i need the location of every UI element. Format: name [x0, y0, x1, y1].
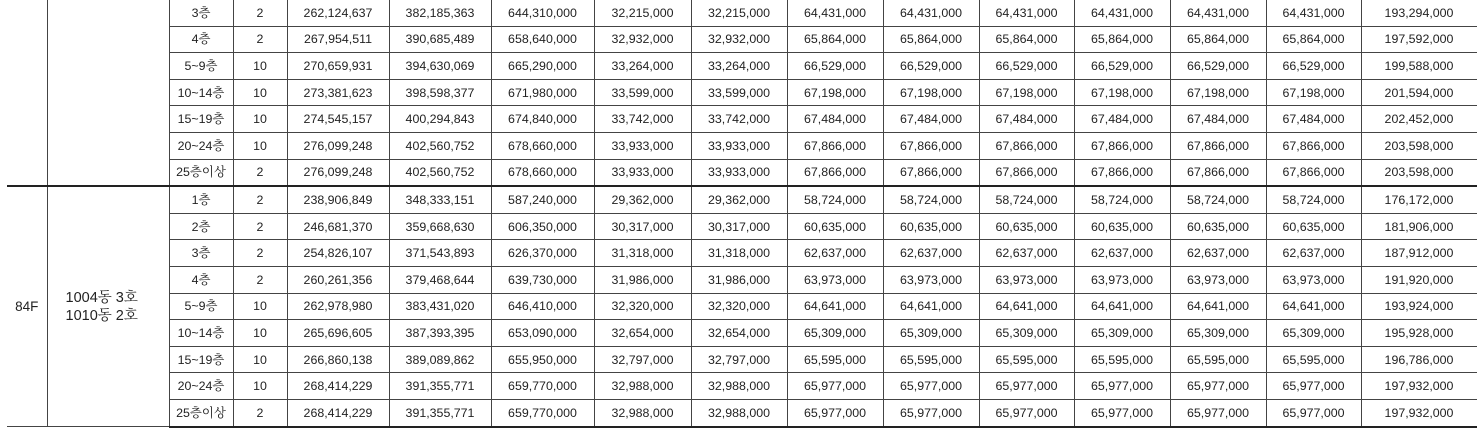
balance-cell: 195,928,000 — [1361, 320, 1477, 347]
total-price-cell: 644,310,000 — [491, 0, 594, 26]
installment-2-cell: 64,641,000 — [883, 293, 979, 320]
installment-1-cell: 60,635,000 — [787, 213, 883, 240]
building-price-cell: 398,598,377 — [389, 79, 491, 106]
total-price-cell: 674,840,000 — [491, 106, 594, 133]
deposit-2-cell: 32,988,000 — [691, 399, 787, 426]
building-price-cell: 348,333,151 — [389, 186, 491, 213]
installment-3-cell: 65,864,000 — [979, 26, 1074, 53]
land-price-cell: 270,659,931 — [287, 53, 389, 80]
installment-4-cell: 58,724,000 — [1074, 186, 1170, 213]
installment-5-cell: 58,724,000 — [1170, 186, 1266, 213]
installment-3-cell: 63,973,000 — [979, 266, 1074, 293]
unit-count-cell: 10 — [233, 373, 287, 400]
installment-4-cell: 63,973,000 — [1074, 266, 1170, 293]
balance-cell: 203,598,000 — [1361, 159, 1477, 186]
deposit-1-cell: 31,318,000 — [594, 240, 691, 267]
unit-label: 1004동 3호 — [65, 289, 138, 306]
installment-1-cell: 64,641,000 — [787, 293, 883, 320]
installment-2-cell: 66,529,000 — [883, 53, 979, 80]
building-price-cell: 383,431,020 — [389, 293, 491, 320]
land-price-cell: 267,954,511 — [287, 26, 389, 53]
installment-2-cell: 64,431,000 — [883, 0, 979, 26]
deposit-2-cell: 30,317,000 — [691, 213, 787, 240]
unit-label: 1010동 2호 — [65, 307, 138, 324]
table-row — [7, 240, 1477, 267]
floor-cell: 5~9층 — [169, 53, 233, 80]
installment-1-cell: 65,595,000 — [787, 346, 883, 373]
land-price-cell: 238,906,849 — [287, 186, 389, 213]
table-row — [7, 373, 1477, 400]
unit-count-cell: 2 — [233, 266, 287, 293]
installment-4-cell: 67,866,000 — [1074, 159, 1170, 186]
installment-5-cell: 62,637,000 — [1170, 240, 1266, 267]
installment-4-cell: 64,641,000 — [1074, 293, 1170, 320]
installment-1-cell: 67,484,000 — [787, 106, 883, 133]
floor-cell: 25층이상 — [169, 399, 233, 426]
unit-count-cell: 10 — [233, 320, 287, 347]
installment-6-cell: 67,484,000 — [1266, 106, 1361, 133]
deposit-2-cell: 33,599,000 — [691, 79, 787, 106]
total-price-cell: 671,980,000 — [491, 79, 594, 106]
installment-2-cell: 67,866,000 — [883, 132, 979, 159]
installment-3-cell: 60,635,000 — [979, 213, 1074, 240]
installment-6-cell: 65,977,000 — [1266, 373, 1361, 400]
installment-3-cell: 66,529,000 — [979, 53, 1074, 80]
table-row — [7, 399, 1477, 426]
unit-count-cell: 2 — [233, 399, 287, 426]
installment-2-cell: 65,864,000 — [883, 26, 979, 53]
deposit-1-cell: 32,654,000 — [594, 320, 691, 347]
land-price-cell: 265,696,605 — [287, 320, 389, 347]
deposit-2-cell: 29,362,000 — [691, 186, 787, 213]
installment-5-cell: 67,484,000 — [1170, 106, 1266, 133]
installment-4-cell: 66,529,000 — [1074, 53, 1170, 80]
unit-list-cell — [47, 186, 169, 426]
deposit-1-cell: 33,933,000 — [594, 159, 691, 186]
installment-4-cell: 65,977,000 — [1074, 373, 1170, 400]
floor-cell: 10~14층 — [169, 79, 233, 106]
floor-cell: 4층 — [169, 26, 233, 53]
floor-cell: 5~9층 — [169, 293, 233, 320]
installment-3-cell: 64,641,000 — [979, 293, 1074, 320]
installment-5-cell: 60,635,000 — [1170, 213, 1266, 240]
installment-6-cell: 63,973,000 — [1266, 266, 1361, 293]
unit-count-cell: 2 — [233, 26, 287, 53]
building-price-cell: 387,393,395 — [389, 320, 491, 347]
total-price-cell: 659,770,000 — [491, 399, 594, 426]
installment-5-cell: 63,973,000 — [1170, 266, 1266, 293]
floor-cell: 10~14층 — [169, 320, 233, 347]
total-price-cell: 626,370,000 — [491, 240, 594, 267]
building-price-cell: 359,668,630 — [389, 213, 491, 240]
installment-5-cell: 65,977,000 — [1170, 373, 1266, 400]
installment-1-cell: 67,198,000 — [787, 79, 883, 106]
unit-count-cell: 10 — [233, 53, 287, 80]
installment-3-cell: 64,431,000 — [979, 0, 1074, 26]
deposit-2-cell: 33,933,000 — [691, 132, 787, 159]
installment-3-cell: 65,977,000 — [979, 399, 1074, 426]
installment-2-cell: 65,309,000 — [883, 320, 979, 347]
balance-cell: 197,592,000 — [1361, 26, 1477, 53]
land-price-cell: 276,099,248 — [287, 132, 389, 159]
total-price-cell: 658,640,000 — [491, 26, 594, 53]
installment-6-cell: 65,977,000 — [1266, 399, 1361, 426]
building-price-cell: 390,685,489 — [389, 26, 491, 53]
balance-cell: 191,920,000 — [1361, 266, 1477, 293]
table-row — [7, 186, 1477, 213]
floor-cell: 3층 — [169, 240, 233, 267]
land-price-cell: 246,681,370 — [287, 213, 389, 240]
installment-5-cell: 65,977,000 — [1170, 399, 1266, 426]
deposit-2-cell: 33,933,000 — [691, 159, 787, 186]
floor-cell: 15~19층 — [169, 106, 233, 133]
installment-4-cell: 67,484,000 — [1074, 106, 1170, 133]
floor-cell: 2층 — [169, 213, 233, 240]
installment-5-cell: 64,641,000 — [1170, 293, 1266, 320]
installment-4-cell: 65,977,000 — [1074, 399, 1170, 426]
installment-1-cell: 58,724,000 — [787, 186, 883, 213]
total-price-cell: 587,240,000 — [491, 186, 594, 213]
total-price-cell: 655,950,000 — [491, 346, 594, 373]
installment-4-cell: 62,637,000 — [1074, 240, 1170, 267]
installment-6-cell: 65,595,000 — [1266, 346, 1361, 373]
installment-1-cell: 67,866,000 — [787, 159, 883, 186]
unit-list-cell — [47, 0, 169, 186]
balance-cell: 193,294,000 — [1361, 0, 1477, 26]
installment-1-cell: 65,977,000 — [787, 373, 883, 400]
installment-2-cell: 67,198,000 — [883, 79, 979, 106]
installment-3-cell: 58,724,000 — [979, 186, 1074, 213]
total-price-cell: 639,730,000 — [491, 266, 594, 293]
deposit-1-cell: 33,933,000 — [594, 132, 691, 159]
installment-2-cell: 60,635,000 — [883, 213, 979, 240]
land-price-cell: 254,826,107 — [287, 240, 389, 267]
deposit-2-cell: 32,320,000 — [691, 293, 787, 320]
deposit-1-cell: 32,988,000 — [594, 373, 691, 400]
building-price-cell: 379,468,644 — [389, 266, 491, 293]
deposit-1-cell: 30,317,000 — [594, 213, 691, 240]
unit-count-cell: 10 — [233, 79, 287, 106]
deposit-2-cell: 32,932,000 — [691, 26, 787, 53]
installment-5-cell: 65,309,000 — [1170, 320, 1266, 347]
building-price-cell: 389,089,862 — [389, 346, 491, 373]
installment-2-cell: 63,973,000 — [883, 266, 979, 293]
balance-cell: 202,452,000 — [1361, 106, 1477, 133]
total-price-cell: 659,770,000 — [491, 373, 594, 400]
installment-1-cell: 66,529,000 — [787, 53, 883, 80]
deposit-1-cell: 32,797,000 — [594, 346, 691, 373]
building-price-cell: 391,355,771 — [389, 399, 491, 426]
balance-cell: 199,588,000 — [1361, 53, 1477, 80]
total-price-cell: 678,660,000 — [491, 132, 594, 159]
deposit-2-cell: 32,215,000 — [691, 0, 787, 26]
installment-6-cell: 64,641,000 — [1266, 293, 1361, 320]
table-row — [7, 346, 1477, 373]
installment-3-cell: 65,977,000 — [979, 373, 1074, 400]
installment-6-cell: 64,431,000 — [1266, 0, 1361, 26]
installment-3-cell: 67,198,000 — [979, 79, 1074, 106]
land-price-cell: 276,099,248 — [287, 159, 389, 186]
unit-count-cell: 10 — [233, 293, 287, 320]
housing-type-cell: 84F — [7, 186, 47, 426]
installment-4-cell: 65,595,000 — [1074, 346, 1170, 373]
table-row — [7, 26, 1477, 53]
building-price-cell: 402,560,752 — [389, 132, 491, 159]
installment-4-cell: 67,866,000 — [1074, 132, 1170, 159]
total-price-cell: 606,350,000 — [491, 213, 594, 240]
land-price-cell: 262,978,980 — [287, 293, 389, 320]
installment-4-cell: 67,198,000 — [1074, 79, 1170, 106]
deposit-1-cell: 33,742,000 — [594, 106, 691, 133]
installment-3-cell: 67,484,000 — [979, 106, 1074, 133]
installment-5-cell: 65,864,000 — [1170, 26, 1266, 53]
installment-4-cell: 64,431,000 — [1074, 0, 1170, 26]
installment-6-cell: 67,198,000 — [1266, 79, 1361, 106]
deposit-2-cell: 31,986,000 — [691, 266, 787, 293]
installment-5-cell: 67,866,000 — [1170, 159, 1266, 186]
land-price-cell: 266,860,138 — [287, 346, 389, 373]
balance-cell: 193,924,000 — [1361, 293, 1477, 320]
total-price-cell: 653,090,000 — [491, 320, 594, 347]
installment-6-cell: 65,864,000 — [1266, 26, 1361, 53]
floor-cell: 4층 — [169, 266, 233, 293]
installment-3-cell: 67,866,000 — [979, 159, 1074, 186]
installment-5-cell: 65,595,000 — [1170, 346, 1266, 373]
housing-type-cell — [7, 0, 47, 186]
deposit-2-cell: 32,988,000 — [691, 373, 787, 400]
deposit-2-cell: 32,654,000 — [691, 320, 787, 347]
installment-3-cell: 62,637,000 — [979, 240, 1074, 267]
deposit-2-cell: 31,318,000 — [691, 240, 787, 267]
installment-5-cell: 67,866,000 — [1170, 132, 1266, 159]
installment-5-cell: 64,431,000 — [1170, 0, 1266, 26]
building-price-cell: 402,560,752 — [389, 159, 491, 186]
installment-2-cell: 65,595,000 — [883, 346, 979, 373]
installment-5-cell: 66,529,000 — [1170, 53, 1266, 80]
installment-2-cell: 65,977,000 — [883, 373, 979, 400]
unit-count-cell: 2 — [233, 0, 287, 26]
installment-3-cell: 65,309,000 — [979, 320, 1074, 347]
installment-4-cell: 65,309,000 — [1074, 320, 1170, 347]
table-row — [7, 53, 1477, 80]
building-price-cell: 400,294,843 — [389, 106, 491, 133]
installment-1-cell: 62,637,000 — [787, 240, 883, 267]
balance-cell: 187,912,000 — [1361, 240, 1477, 267]
floor-cell: 1층 — [169, 186, 233, 213]
installment-1-cell: 67,866,000 — [787, 132, 883, 159]
building-price-cell: 394,630,069 — [389, 53, 491, 80]
floor-cell: 20~24층 — [169, 373, 233, 400]
building-price-cell: 391,355,771 — [389, 373, 491, 400]
deposit-1-cell: 32,215,000 — [594, 0, 691, 26]
floor-cell: 20~24층 — [169, 132, 233, 159]
installment-6-cell: 67,866,000 — [1266, 132, 1361, 159]
unit-count-cell: 2 — [233, 213, 287, 240]
price-table-body — [7, 0, 1477, 427]
total-price-cell: 678,660,000 — [491, 159, 594, 186]
balance-cell: 197,932,000 — [1361, 373, 1477, 400]
installment-2-cell: 67,866,000 — [883, 159, 979, 186]
deposit-1-cell: 32,988,000 — [594, 399, 691, 426]
deposit-1-cell: 32,932,000 — [594, 26, 691, 53]
floor-cell: 25층이상 — [169, 159, 233, 186]
installment-1-cell: 63,973,000 — [787, 266, 883, 293]
deposit-1-cell: 32,320,000 — [594, 293, 691, 320]
balance-cell: 197,932,000 — [1361, 399, 1477, 426]
installment-1-cell: 65,977,000 — [787, 399, 883, 426]
installment-2-cell: 58,724,000 — [883, 186, 979, 213]
land-price-cell: 262,124,637 — [287, 0, 389, 26]
building-price-cell: 382,185,363 — [389, 0, 491, 26]
unit-count-cell: 2 — [233, 159, 287, 186]
balance-cell: 196,786,000 — [1361, 346, 1477, 373]
land-price-cell: 268,414,229 — [287, 373, 389, 400]
installment-6-cell: 58,724,000 — [1266, 186, 1361, 213]
installment-6-cell: 65,309,000 — [1266, 320, 1361, 347]
deposit-1-cell: 31,986,000 — [594, 266, 691, 293]
deposit-2-cell: 33,264,000 — [691, 53, 787, 80]
table-row — [7, 0, 1477, 26]
land-price-cell: 268,414,229 — [287, 399, 389, 426]
installment-3-cell: 65,595,000 — [979, 346, 1074, 373]
installment-1-cell: 64,431,000 — [787, 0, 883, 26]
table-row — [7, 79, 1477, 106]
balance-cell: 176,172,000 — [1361, 186, 1477, 213]
installment-5-cell: 67,198,000 — [1170, 79, 1266, 106]
deposit-1-cell: 29,362,000 — [594, 186, 691, 213]
unit-count-cell: 10 — [233, 132, 287, 159]
table-row — [7, 213, 1477, 240]
installment-6-cell: 67,866,000 — [1266, 159, 1361, 186]
table-row — [7, 266, 1477, 293]
unit-count-cell: 10 — [233, 346, 287, 373]
land-price-cell: 273,381,623 — [287, 79, 389, 106]
deposit-2-cell: 33,742,000 — [691, 106, 787, 133]
total-price-cell: 646,410,000 — [491, 293, 594, 320]
table-row — [7, 293, 1477, 320]
installment-6-cell: 66,529,000 — [1266, 53, 1361, 80]
table-row — [7, 106, 1477, 133]
table-row — [7, 132, 1477, 159]
deposit-1-cell: 33,599,000 — [594, 79, 691, 106]
installment-3-cell: 67,866,000 — [979, 132, 1074, 159]
deposit-1-cell: 33,264,000 — [594, 53, 691, 80]
table-row — [7, 159, 1477, 186]
installment-2-cell: 62,637,000 — [883, 240, 979, 267]
balance-cell: 203,598,000 — [1361, 132, 1477, 159]
installment-4-cell: 60,635,000 — [1074, 213, 1170, 240]
land-price-cell: 274,545,157 — [287, 106, 389, 133]
table-row — [7, 320, 1477, 347]
installment-2-cell: 67,484,000 — [883, 106, 979, 133]
total-price-cell: 665,290,000 — [491, 53, 594, 80]
building-price-cell: 371,543,893 — [389, 240, 491, 267]
installment-2-cell: 65,977,000 — [883, 399, 979, 426]
unit-count-cell: 2 — [233, 240, 287, 267]
installment-4-cell: 65,864,000 — [1074, 26, 1170, 53]
balance-cell: 181,906,000 — [1361, 213, 1477, 240]
price-table — [7, 0, 1477, 428]
installment-1-cell: 65,309,000 — [787, 320, 883, 347]
installment-6-cell: 60,635,000 — [1266, 213, 1361, 240]
floor-cell: 3층 — [169, 0, 233, 26]
unit-count-cell: 10 — [233, 106, 287, 133]
installment-6-cell: 62,637,000 — [1266, 240, 1361, 267]
installment-1-cell: 65,864,000 — [787, 26, 883, 53]
floor-cell: 15~19층 — [169, 346, 233, 373]
unit-count-cell: 2 — [233, 186, 287, 213]
land-price-cell: 260,261,356 — [287, 266, 389, 293]
balance-cell: 201,594,000 — [1361, 79, 1477, 106]
deposit-2-cell: 32,797,000 — [691, 346, 787, 373]
